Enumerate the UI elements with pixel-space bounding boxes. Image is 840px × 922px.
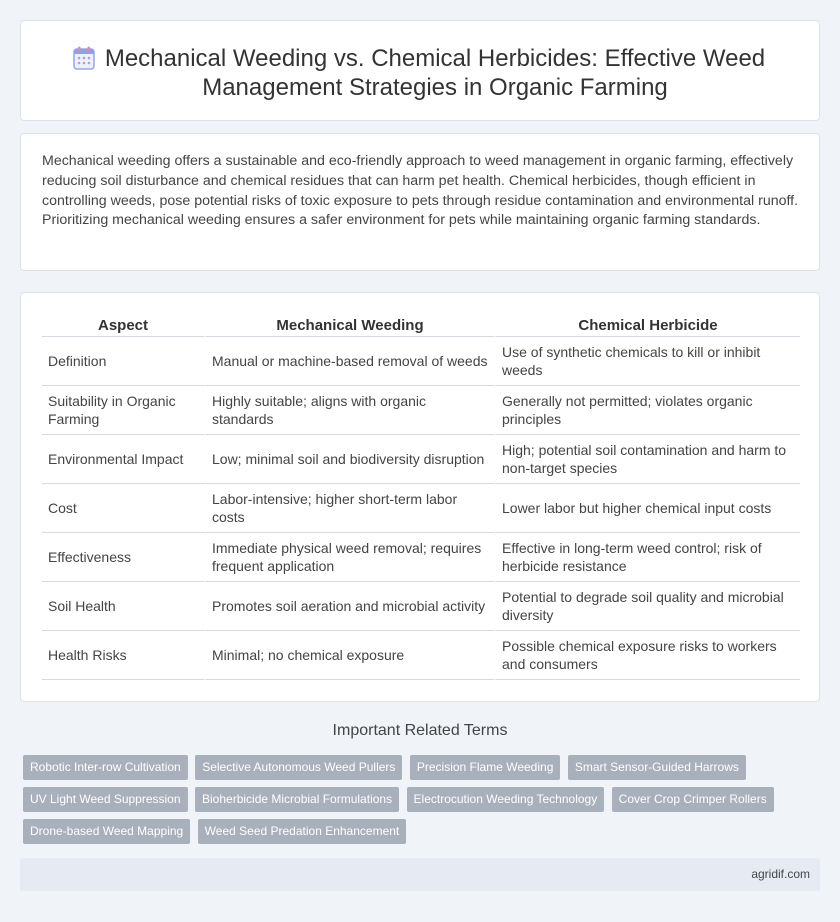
mechanical-cell: Promotes soil aeration and microbial activity <box>204 582 494 631</box>
header-card <box>20 20 820 121</box>
related-term-tag[interactable]: Selective Autonomous Weed Pullers <box>195 755 402 780</box>
aspect-cell: Soil Health <box>42 582 204 631</box>
related-term-tag[interactable]: Cover Crop Crimper Rollers <box>612 787 774 812</box>
chemical-cell: Potential to degrade soil quality and microbial diversity <box>494 582 800 631</box>
mechanical-cell: Highly suitable; aligns with organic standards <box>204 386 494 435</box>
mechanical-cell: Manual or machine-based removal of weeds <box>204 337 494 386</box>
chemical-cell: Use of synthetic chemicals to kill or inhibit weeds <box>494 337 800 386</box>
comparison-table <box>42 315 800 680</box>
related-terms-list <box>23 755 803 851</box>
aspect-cell: Cost <box>42 484 204 533</box>
table-header-row <box>42 315 800 337</box>
aspect-cell: Suitability in Organic Farming <box>42 386 204 435</box>
header-chemical-herbicide: Chemical Herbicide <box>494 315 800 337</box>
table-row <box>42 484 800 533</box>
table-row <box>42 386 800 435</box>
related-term-tag[interactable]: Drone-based Weed Mapping <box>23 819 190 844</box>
table-row <box>42 582 800 631</box>
mechanical-cell: Low; minimal soil and biodiversity disruption <box>204 435 494 484</box>
mechanical-cell: Labor-intensive; higher short-term labor costs <box>204 484 494 533</box>
related-term-tag[interactable]: Bioherbicide Microbial Formulations <box>195 787 399 812</box>
footer-site-link[interactable]: agridif.com <box>751 867 810 881</box>
footer <box>20 858 820 891</box>
related-term-tag[interactable]: UV Light Weed Suppression <box>23 787 188 812</box>
intro-card <box>20 133 820 271</box>
comparison-card <box>20 292 820 702</box>
aspect-cell: Definition <box>42 337 204 386</box>
aspect-cell: Health Risks <box>42 631 204 680</box>
page-title: Mechanical Weeding vs. Chemical Herbicides: Effective Weed Management Strategies in Organic Farming <box>104 45 766 101</box>
chemical-cell: Lower labor but higher chemical input costs <box>494 484 800 533</box>
related-term-tag[interactable]: Smart Sensor-Guided Harrows <box>568 755 746 780</box>
mechanical-cell: Minimal; no chemical exposure <box>204 631 494 680</box>
related-terms-heading: Important Related Terms <box>332 722 508 739</box>
related-term-tag[interactable]: Robotic Inter-row Cultivation <box>23 755 188 780</box>
related-term-tag[interactable]: Weed Seed Predation Enhancement <box>198 819 407 844</box>
mechanical-cell: Immediate physical weed removal; requires frequent application <box>204 533 494 582</box>
header-mechanical-weeding: Mechanical Weeding <box>204 315 494 337</box>
aspect-cell: Environmental Impact <box>42 435 204 484</box>
table-row <box>42 435 800 484</box>
chemical-cell: High; potential soil contamination and harm to non-target species <box>494 435 800 484</box>
chemical-cell: Possible chemical exposure risks to workers and consumers <box>494 631 800 680</box>
table-row <box>42 337 800 386</box>
header-aspect: Aspect <box>42 315 204 337</box>
intro-paragraph: Mechanical weeding offers a sustainable and eco-friendly approach to weed management in organic farming, effectively reducing soil disturbance and chemical residues that can harm pet health. Chemical herbicides, though efficient in controlling weeds, pose potential risks of toxic exposure to pets through residue contamination and environmental runoff. Prioritizing mechanical weeding ensures a safer environment for pets while maintaining organic farming standards. <box>42 153 799 229</box>
chemical-cell: Generally not permitted; violates organic principles <box>494 386 800 435</box>
related-term-tag[interactable]: Precision Flame Weeding <box>410 755 561 780</box>
aspect-cell: Effectiveness <box>42 533 204 582</box>
chemical-cell: Effective in long-term weed control; risk of herbicide resistance <box>494 533 800 582</box>
table-row <box>42 533 800 582</box>
related-term-tag[interactable]: Electrocution Weeding Technology <box>407 787 605 812</box>
table-row <box>42 631 800 680</box>
